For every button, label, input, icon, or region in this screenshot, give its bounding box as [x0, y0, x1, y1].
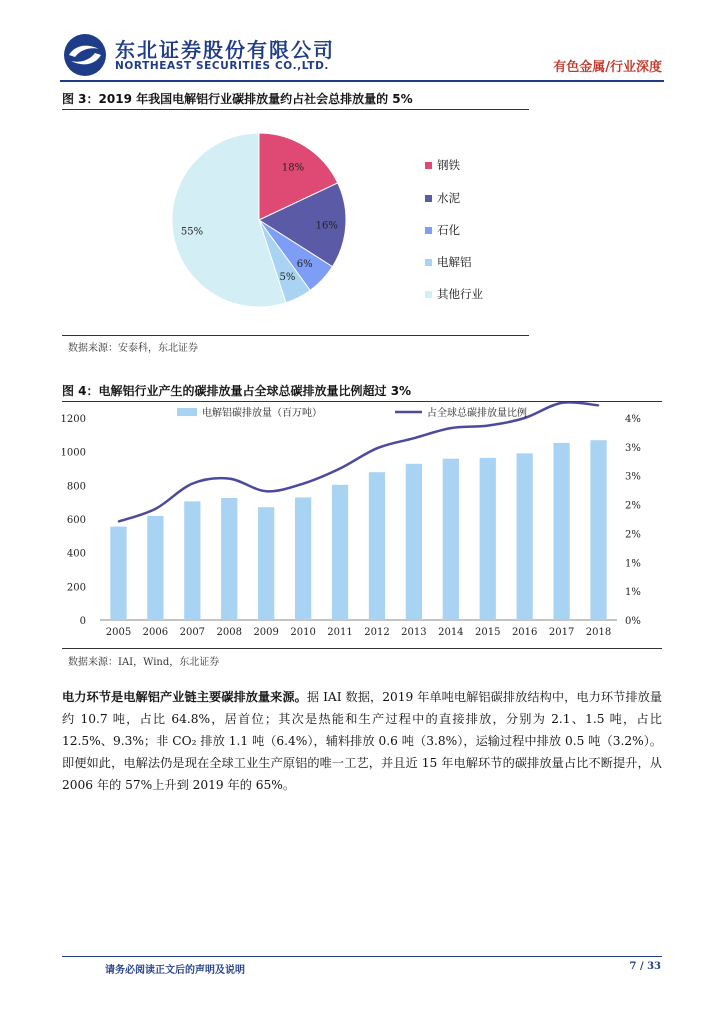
- pie-value-label-0: 18%: [281, 162, 305, 174]
- legend-label: 钢铁: [437, 158, 460, 172]
- legend-label: 石化: [437, 223, 460, 237]
- y-right-tick-label: 1%: [625, 558, 641, 570]
- pie-legend-item-3: [425, 254, 472, 270]
- legend-swatch: [425, 162, 432, 169]
- x-tick-label: 2007: [179, 627, 206, 638]
- y-right-tick-label: 2%: [625, 529, 641, 541]
- legend-label: 水泥: [437, 191, 460, 205]
- line-point-2012: [376, 448, 378, 450]
- y-right-tick-label: 4%: [625, 414, 641, 425]
- y-left-tick-label: 200: [66, 582, 86, 594]
- bar-2007: [184, 501, 200, 620]
- bar-2013: [406, 464, 422, 620]
- legend-label: 其他行业: [437, 287, 483, 301]
- legend-label-bar: 电解铝碳排放量（百万吨）: [202, 408, 322, 419]
- bar-2014: [443, 459, 459, 620]
- figure4-source: 数据来源：IAI，Wind，东北证券: [68, 657, 220, 668]
- x-tick-label: 2013: [401, 627, 427, 638]
- x-tick-label: 2005: [105, 627, 132, 638]
- footer-divider: [62, 956, 662, 957]
- header-divider: [60, 80, 664, 82]
- y-right-tick-label: 1%: [625, 587, 641, 599]
- line-point-2013: [413, 437, 415, 439]
- bar-2010: [295, 497, 311, 620]
- paragraph-lead: 电力环节是电解铝产业链主要碳排放量来源。: [62, 690, 307, 704]
- company-name-en: NORTHEAST SECURITIES CO.,LTD.: [115, 60, 329, 72]
- bar-2011: [332, 485, 348, 620]
- y-right-tick-label: 2%: [625, 500, 641, 512]
- page-number: 7 / 33: [629, 961, 661, 972]
- figure4-title: 图 4：电解铝行业产生的碳排放量占全球总碳排放量比例超过 3%: [62, 384, 412, 398]
- line-point-2015: [487, 425, 489, 427]
- combo-chart: [62, 402, 662, 647]
- legend-swatch: [425, 195, 432, 202]
- y-left-tick-label: 1200: [62, 414, 86, 425]
- pie-legend-item-4: [425, 286, 483, 302]
- bar-2006: [147, 516, 163, 620]
- x-tick-label: 2008: [216, 627, 242, 638]
- bar-2008: [221, 498, 237, 620]
- report-section: 有色金属/行业深度: [553, 60, 662, 75]
- y-right-tick-label: 0%: [625, 616, 641, 627]
- bar-2016: [517, 453, 533, 620]
- line-point-2017: [561, 402, 563, 404]
- pie-value-label-2: 6%: [296, 258, 313, 270]
- legend-swatch: [425, 291, 432, 298]
- pie-legend-item-0: [425, 157, 460, 173]
- figure3-source: 数据来源：安泰科，东北证券: [68, 343, 198, 354]
- line-point-2005: [118, 521, 120, 523]
- legend-swatch: [425, 259, 432, 266]
- figure3-title: 图 3：2019 年我国电解铝行业碳排放量约占社会总排放量的 5%: [62, 92, 413, 106]
- pie-value-label-1: 16%: [315, 220, 338, 232]
- legend-label-line: 占全球总碳排放量比例: [427, 408, 527, 419]
- y-left-tick-label: 400: [66, 548, 86, 560]
- paragraph-text: 据 IAI 数据，2019 年单吨电解铝碳排放结构中，电力环节排放量约 10.7 吨，占比 64.8%，居首位；其次是热能和生产过程中的直接排放，分别为 2.1、1.5 吨，占比 12.5%、9.3%；非 CO₂ 排放 1.1 吨（6.4%），辅料排放 0.6 吨（3.8%），运输过程中排放 0.5 吨（3.2%）。即便如此，电解法仍是现在全球工业生产原铝的唯一工艺，并且近 15 年电解环节的碳排放量占比不断提升，从 2006 年的 57%上升到 2019 年的 65%。: [62, 690, 663, 792]
- x-tick-label: 2010: [290, 627, 316, 638]
- y-left-tick-label: 600: [66, 515, 86, 526]
- company-logo: [63, 33, 107, 77]
- line-point-2008: [228, 478, 230, 480]
- y-left-tick-label: 0: [79, 616, 86, 627]
- x-tick-label: 2016: [511, 627, 538, 638]
- x-tick-label: 2012: [364, 627, 390, 638]
- y-right-tick-label: 3%: [625, 442, 641, 454]
- line-point-2007: [192, 483, 194, 485]
- pie-value-label-3: 5%: [279, 271, 296, 283]
- legend-label: 电解铝: [437, 255, 472, 269]
- y-left-tick-label: 1000: [62, 447, 86, 459]
- x-tick-label: 2017: [548, 627, 575, 638]
- y-left-tick-label: 800: [66, 481, 86, 493]
- x-tick-label: 2009: [253, 627, 279, 638]
- figure3-bottom-rule: [62, 335, 529, 336]
- x-tick-label: 2006: [142, 627, 169, 638]
- bar-2012: [369, 472, 385, 620]
- y-right-tick-label: 3%: [625, 471, 641, 483]
- line-point-2010: [302, 483, 304, 485]
- company-name-cn: 东北证券股份有限公司: [115, 38, 335, 62]
- x-tick-label: 2015: [475, 627, 501, 638]
- legend-swatch: [425, 227, 432, 234]
- figure4-bottom-rule: [62, 648, 662, 649]
- bar-2015: [480, 458, 496, 620]
- pie-value-label-4: 55%: [180, 226, 204, 238]
- legend-swatch-bar: [177, 408, 197, 416]
- body-paragraph: [62, 686, 662, 796]
- bar-2005: [110, 527, 126, 620]
- line-point-2018: [598, 405, 600, 407]
- pie-legend-item-2: [425, 222, 460, 238]
- line-point-2009: [265, 490, 267, 492]
- x-tick-label: 2014: [438, 627, 464, 638]
- line-point-2011: [339, 468, 341, 470]
- line-point-2006: [155, 508, 157, 510]
- x-tick-label: 2011: [327, 627, 353, 638]
- footer-disclaimer: 请务必阅读正文后的声明及说明: [105, 965, 245, 976]
- bar-2009: [258, 507, 274, 620]
- pie-legend-item-1: [425, 190, 460, 206]
- bar-2017: [553, 443, 569, 620]
- bar-2018: [590, 440, 606, 620]
- x-tick-label: 2018: [585, 627, 612, 638]
- line-point-2014: [450, 427, 452, 429]
